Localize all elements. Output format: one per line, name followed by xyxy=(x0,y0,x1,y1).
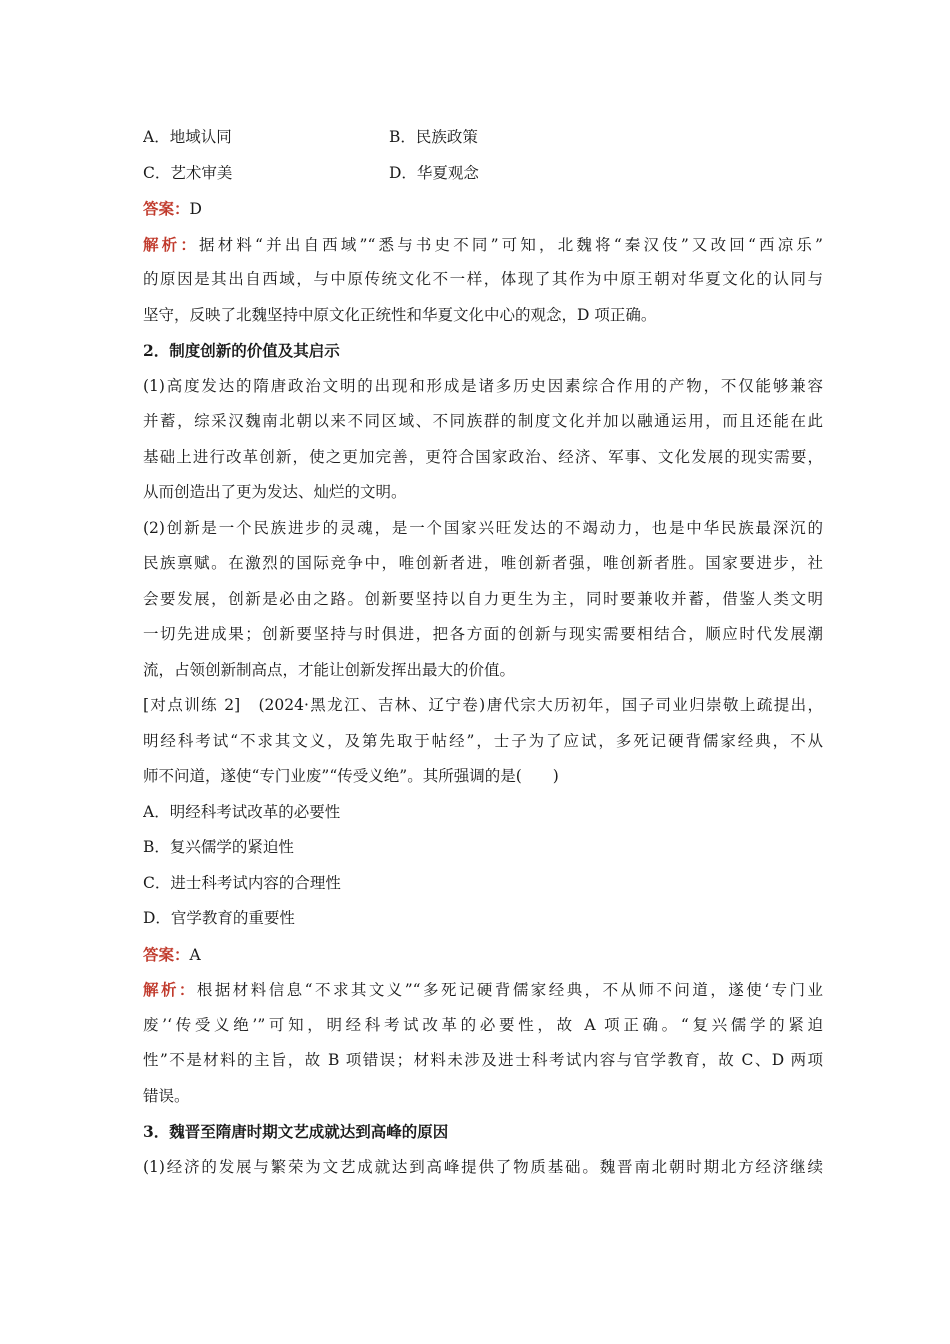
q2-answer xyxy=(143,937,823,973)
q1-analysis-line: 坚守，反映了北魏坚持中原文化正统性和华夏文化中心的观念，D 项正确。 xyxy=(143,305,657,324)
answer-label: 答案： xyxy=(143,944,190,964)
answer-value: A xyxy=(189,945,201,964)
q2-analysis-line: 废’‘传受义绝’”可知，明经科考试改革的必要性，故 A 项正确。“复兴儒学的紧迫 xyxy=(143,1015,823,1034)
section-heading: 2．制度创新的价值及其启示 xyxy=(143,341,340,360)
q2-option-d[interactable]: D．官学教育的重要性 xyxy=(143,909,295,927)
paragraph-line: 民族禀赋。在激烈的国际竞争中，唯创新者进，唯创新者强，唯创新者胜。国家要进步，社 xyxy=(143,554,823,572)
analysis-text: 据材料“并出自西域”“悉与书史不同”可知，北魏将“秦汉伎”又改回“西凉乐” xyxy=(199,235,823,254)
q2-stem-line: 明经科考试“不求其文义，及第先取于帖经”，士子为了应试，多死记硬背儒家经典，不从 xyxy=(143,731,823,750)
q1-options-row-2 xyxy=(143,156,823,192)
q2-option-b[interactable]: B．复兴儒学的紧迫性 xyxy=(143,838,294,856)
q1-options-row-1 xyxy=(143,120,823,156)
analysis-text: 根据材料信息“不求其文义”“多死记硬背儒家经典，不从师不问道，遂使‘专门业 xyxy=(196,981,823,999)
q1-option-d[interactable]: D．华夏观念 xyxy=(389,163,479,182)
q2-stem-line: 师不问道，遂使“专门业废”“传受义绝”。其所强调的是( ) xyxy=(143,767,559,785)
q2-analysis-line: 错误。 xyxy=(143,1086,190,1105)
q2-option-a[interactable]: A．明经科考试改革的必要性 xyxy=(143,802,341,821)
paragraph-line: (1)经济的发展与繁荣为文艺成就达到高峰提供了物质基础。魏晋南北朝时期北方经济继续 xyxy=(143,1157,823,1176)
q1-answer xyxy=(143,191,823,227)
q1-analysis-line: 的原因是其出自西域，与中原传统文化不一样，体现了其作为中原王朝对华夏文化的认同与 xyxy=(143,270,823,288)
paragraph-line: 并蓄，综采汉魏南北朝以来不同区域、不同族群的制度文化并加以融通运用，而且还能在此 xyxy=(143,412,823,430)
document-page xyxy=(143,120,823,1185)
section-heading: 3．魏晋至隋唐时期文艺成就达到高峰的原因 xyxy=(143,1122,449,1141)
q1-option-a[interactable]: A．地域认同 xyxy=(143,128,232,146)
q2-stem-line: [对点训练 2] (2024·黑龙江、吉林、辽宁卷)唐代宗大历初年，国子司业归崇敬上疏提出， xyxy=(143,696,823,714)
analysis-label: 解析： xyxy=(143,234,200,254)
q1-option-c[interactable]: C．艺术审美 xyxy=(143,163,233,182)
q2-analysis-line: 性”不是材料的主旨，故 B 项错误；材料未涉及进士科考试内容与官学教育，故 C、D 两项 xyxy=(143,1051,823,1069)
paragraph-line: (2)创新是一个民族进步的灵魂，是一个国家兴旺发达的不竭动力，也是中华民族最深沉的 xyxy=(143,518,823,537)
paragraph-line: 会要发展，创新是必由之路。创新要坚持以自力更生为主，同时要兼收并蓄，借鉴人类文明 xyxy=(143,589,823,608)
paragraph-line: 基础上进行改革创新，使之更加完善，更符合国家政治、经济、军事、文化发展的现实需要， xyxy=(143,447,823,466)
q2-analysis-line xyxy=(143,972,823,1008)
q2-option-c[interactable]: C．进士科考试内容的合理性 xyxy=(143,873,341,892)
q1-analysis-line xyxy=(143,227,823,263)
analysis-label: 解析： xyxy=(143,980,197,999)
paragraph-line: 从而创造出了更为发达、灿烂的文明。 xyxy=(143,483,407,501)
paragraph-line: 流，占领创新制高点，才能让创新发挥出最大的价值。 xyxy=(143,660,516,679)
paragraph-line: (1)高度发达的隋唐政治文明的出现和形成是诸多历史因素综合作用的产物，不仅能够兼容 xyxy=(143,376,823,395)
q1-option-b[interactable]: B．民族政策 xyxy=(389,128,478,146)
answer-value: D xyxy=(189,200,202,218)
answer-label: 答案： xyxy=(143,199,190,218)
paragraph-line: 一切先进成果；创新要坚持与时俱进，把各方面的创新与现实需要相结合，顺应时代发展潮 xyxy=(143,625,823,643)
